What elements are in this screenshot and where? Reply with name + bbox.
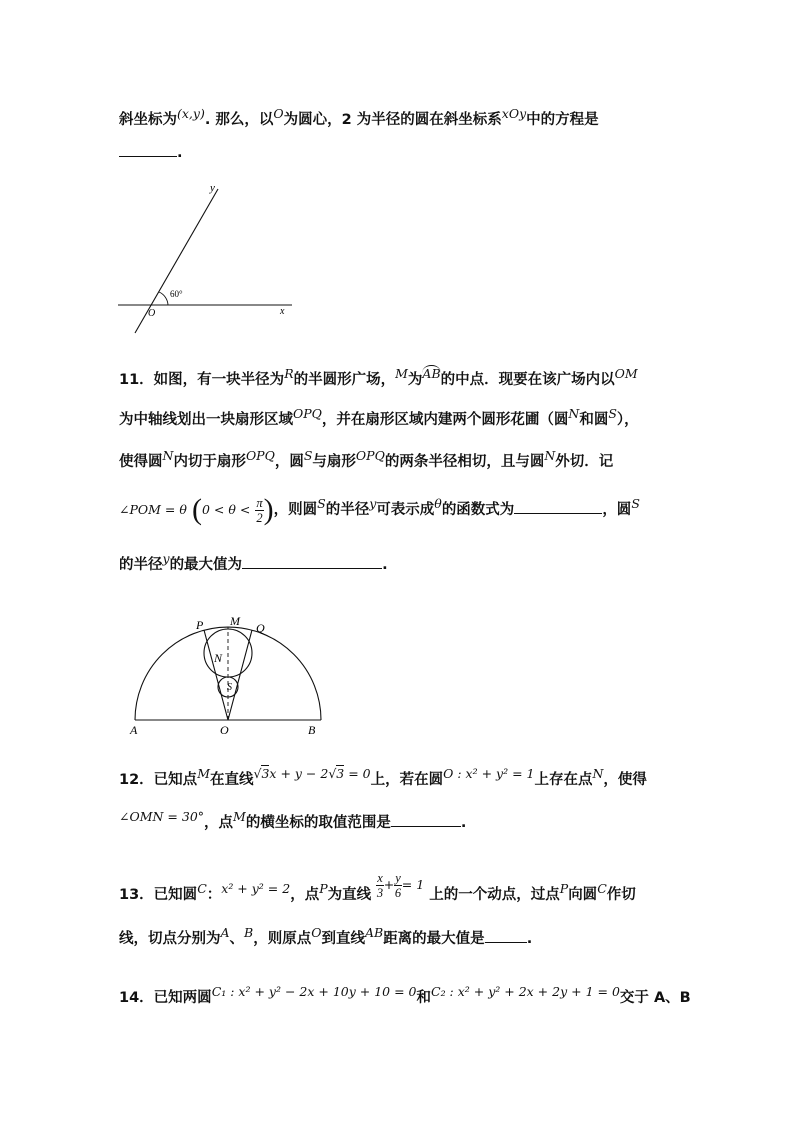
q11-text: ，圆 [602, 502, 632, 518]
angle-arc [159, 292, 168, 305]
x-label: x [280, 306, 285, 317]
frac-num: x [377, 870, 383, 885]
math-opq: OPQ [293, 406, 322, 421]
q11-text: 使得圆 [119, 454, 163, 470]
math-n: N [162, 448, 174, 463]
q13-end: . [526, 931, 533, 947]
math-om: OM [614, 366, 638, 381]
math-xy: (x,y) [177, 106, 205, 121]
sqrt-content: 3 [261, 766, 270, 781]
math-n: N [544, 448, 556, 463]
q12-text: 上存在点 [534, 772, 593, 788]
sqrt-content: 3 [336, 766, 345, 781]
q11-text: 可表示成 [376, 502, 435, 518]
q11-text: 的半径 [119, 557, 163, 573]
q13-text: 13．已知圆 [119, 887, 198, 903]
angle-label: 60° [170, 289, 183, 299]
q14-text: 和 [416, 990, 431, 1006]
sqrt-sign: √ [328, 766, 337, 781]
q13-text: 为直线 [327, 887, 372, 903]
q14-text: 交于 A、B [619, 990, 691, 1006]
math-xoy: xOy [501, 106, 527, 121]
radius-op [204, 630, 228, 720]
math-opq: OPQ [355, 448, 385, 463]
q10-text: . 那么，以 [204, 112, 274, 128]
answer-blank[interactable] [514, 499, 602, 514]
q11-end: . [382, 557, 388, 573]
frac-num: y [395, 870, 401, 885]
math-eq: = 1 [401, 877, 425, 892]
math-n: N [592, 766, 604, 781]
label-b: B [308, 723, 316, 737]
q12-end: . [460, 815, 467, 831]
math-circle-c2: C₂ : x² + y² + 2x + 2y + 1 = 0 [431, 984, 620, 999]
q11-text: 的函数式为 [441, 502, 515, 518]
q11-text: 与扇形 [312, 454, 356, 470]
q11-text: 11．如图，有一块半径为 [119, 372, 285, 388]
q10-line-1 [119, 106, 599, 130]
semicircle-figure [125, 610, 335, 740]
math-m: M [395, 366, 408, 381]
q12-text: 的横坐标的取值范围是 [245, 815, 391, 831]
q11-text: 的中点．现要在该广场内以 [440, 372, 615, 388]
label-q: Q [256, 621, 265, 635]
math-y: y [369, 496, 377, 511]
q13-text: 、 [229, 931, 245, 947]
math-m: M [197, 766, 210, 781]
paren-close: ) [263, 493, 274, 526]
q11-text: 内切于扇形 [173, 454, 246, 470]
q13-text: 距离的最大值是 [383, 931, 485, 947]
math-opq: OPQ [245, 448, 275, 463]
eq-part: = 0 [348, 766, 371, 781]
label-o: O [220, 723, 229, 737]
q11-text: 为中轴线划出一块扇形区域 [119, 412, 293, 428]
math-c: C [597, 881, 607, 896]
q10-text: 中的方程是 [526, 112, 599, 128]
frac-y-over-6 [394, 871, 402, 900]
q13-line-1 [119, 870, 636, 915]
math-angle-omn: ∠OMN = 30° [119, 809, 205, 824]
frac-den: 2 [256, 510, 263, 525]
q11-text: 为 [407, 372, 423, 388]
q13-text: 上的一个动点，过点 [429, 887, 560, 903]
math-y: y [162, 551, 170, 566]
q11-text: 和圆 [579, 412, 609, 428]
label-p: P [196, 618, 204, 632]
q13-text: 作切 [606, 887, 636, 903]
q13-text: 到直线 [321, 931, 365, 947]
math-o: O [273, 106, 284, 121]
q11-line-1 [119, 366, 638, 390]
q13-text: 线，切点分别为 [119, 931, 221, 947]
math-circle-o: O : x² + y² = 1 [443, 766, 535, 781]
math-theta: θ [434, 496, 442, 511]
q12-line-2 [119, 809, 467, 833]
q14-text: 14．已知两圆 [119, 990, 212, 1006]
math-plus: + [383, 877, 395, 892]
q13-text: 向圆 [568, 887, 598, 903]
answer-blank[interactable] [242, 554, 382, 569]
paren-open: ( [191, 493, 202, 526]
q10-line-2 [119, 142, 183, 163]
math-line-eq [254, 766, 371, 781]
y-label: y [210, 182, 215, 194]
q11-text: 的半圆形广场， [293, 372, 396, 388]
math-circle-c1: C₁ : x² + y² − 2x + 10y + 10 = 0 [211, 984, 417, 999]
q11-line-5 [119, 551, 388, 575]
q13-text: ，则原点 [253, 931, 312, 947]
q14-line-1 [119, 984, 691, 1008]
math-arc-ab: AB [422, 366, 441, 381]
frac-x-over-3 [376, 871, 384, 900]
math-o: O [311, 925, 322, 940]
origin-label: O [148, 308, 156, 319]
frac-pi-over-2 [255, 496, 263, 525]
q10-text: 为圆心，2 为半径的圆在斜坐标系 [283, 112, 502, 128]
q11-text: 的两条半径相切，且与圆 [384, 454, 545, 470]
math-s: S [317, 496, 326, 511]
q11-text: 的半径 [325, 502, 370, 518]
q11-text: ，圆 [274, 454, 304, 470]
q10-text: 斜坐标为 [119, 112, 177, 128]
q12-text: ，点 [204, 815, 234, 831]
q10-end: . [177, 145, 183, 161]
q11-line-2 [119, 406, 639, 430]
label-n: N [214, 651, 223, 665]
q11-text: ）， [616, 412, 639, 428]
math-p: P [319, 881, 328, 896]
q11-line-4 [119, 490, 640, 530]
math-s: S [631, 496, 640, 511]
q11-text: 外切．记 [555, 454, 614, 470]
q12-text: 在直线 [210, 772, 254, 788]
q11-text: 的最大值为 [169, 557, 243, 573]
label-a: A [130, 723, 138, 737]
label-s: S [227, 682, 232, 693]
q12-text: 上，若在圆 [370, 772, 444, 788]
q13-text: ： [206, 887, 222, 903]
q12-text: ，使得 [603, 772, 647, 788]
math-s: S [303, 448, 313, 463]
math-s: S [608, 406, 617, 421]
frac-num: π [256, 495, 263, 510]
math-ab: AB [364, 925, 384, 940]
math-p: P [559, 881, 569, 896]
math-condition: 0 < θ < [201, 502, 251, 517]
q11-text: ，并在扇形区域内建两个圆形花圃（圆 [321, 412, 569, 428]
math-m: M [233, 809, 246, 824]
math-b: B [244, 925, 254, 940]
q11-line-3 [119, 448, 614, 472]
math-angle-pom: ∠POM = θ [119, 502, 187, 517]
label-m: M [230, 614, 240, 628]
math-a: A [220, 925, 230, 940]
frac-den: 6 [394, 885, 402, 900]
q13-line-2 [119, 925, 533, 949]
math-c: C [197, 881, 207, 896]
q11-text: ，则圆 [273, 502, 318, 518]
frac-den: 3 [376, 885, 384, 900]
q12-text: 12．已知点 [119, 772, 198, 788]
eq-part: x + y − 2 [269, 766, 329, 781]
math-r: R [284, 366, 294, 381]
sqrt-sign: √ [253, 766, 262, 781]
radius-oq [228, 630, 252, 720]
answer-blank[interactable] [485, 928, 527, 943]
q13-text: ，点 [290, 887, 320, 903]
oblique-axes-figure [110, 175, 310, 340]
answer-blank[interactable] [119, 142, 177, 157]
answer-blank[interactable] [391, 812, 461, 827]
math-circle-c: x² + y² = 2 [221, 881, 291, 896]
math-n: N [568, 406, 580, 421]
q12-line-1 [119, 766, 647, 790]
